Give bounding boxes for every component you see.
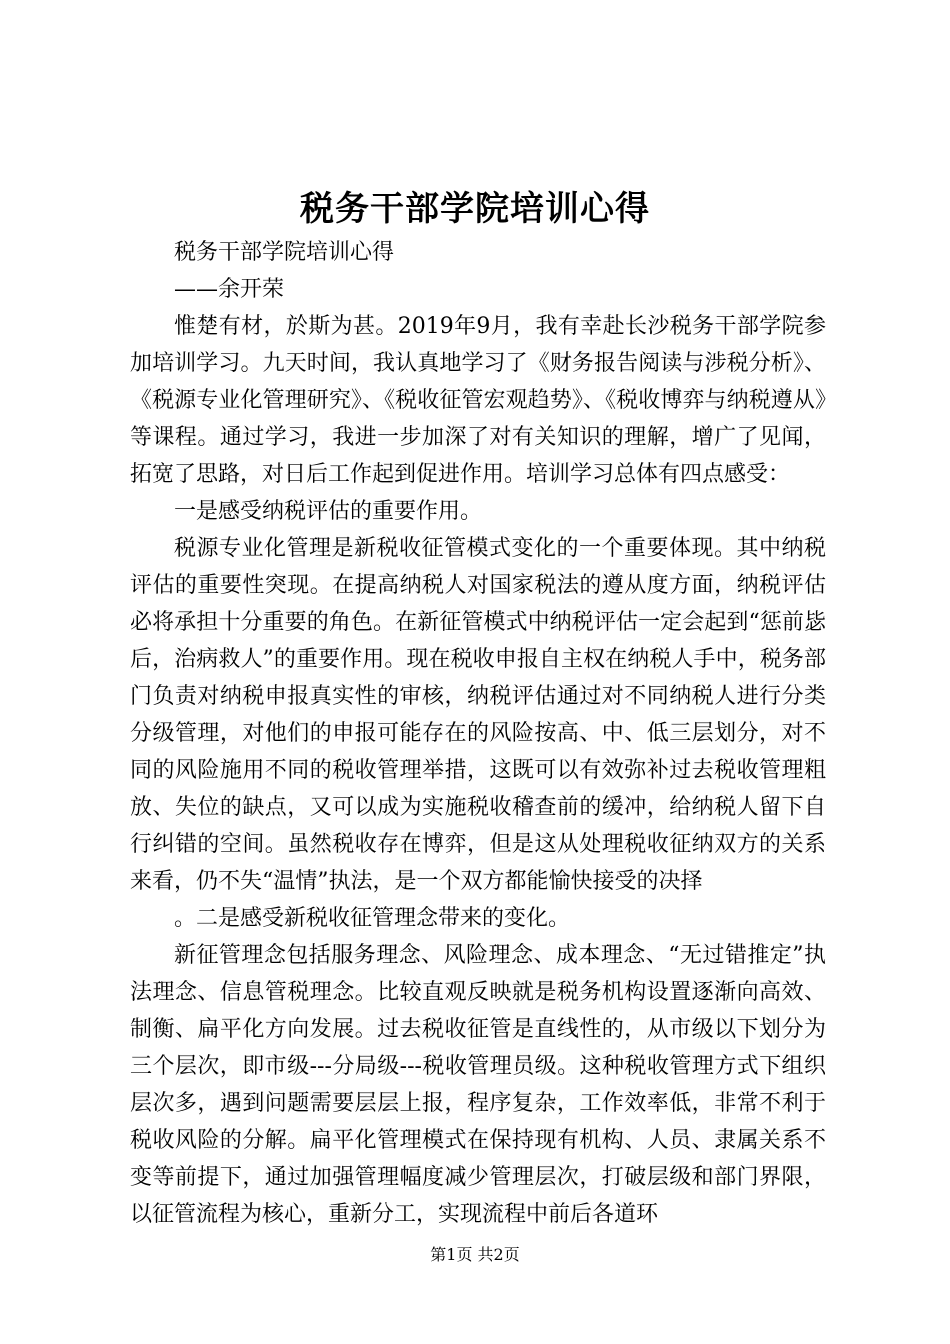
section-1-paragraph: 税源专业化管理是新税收征管模式变化的一个重要体现。其中纳税评估的重要性突现。在提高纳税人对国家税法的遵从度方面，纳税评估必将承担十分重要的角色。在新征管模式中纳税评估一定会起到“惩前毖后，治病救人”的重要作用。现在税收申报自主权在纳税人手中，税务部门负责对纳税申报真实性的审核，纳税评估通过对不同纳税人进行分类分级管理，对他们的申报可能存在的风险按高、中、低三层划分，对不同的风险施用不同的税收管理举措，这既可以有效弥补过去税收管理粗放、失位的缺点，又可以成为实施税收稽查前的缓冲，给纳税人留下自行纠错的空间。虽然税收存在博弈，但是这从处理税收征纳双方的关系来看，仍不失“温情”执法，是一个双方都能愉快接受的决择 bbox=[130, 536, 826, 894]
page-number-footer: 第1页 共2页 bbox=[430, 1245, 520, 1264]
document-title: 税务干部学院培训心得 bbox=[300, 189, 650, 229]
section-2-paragraph: 新征管理念包括服务理念、风险理念、成本理念、“无过错推定”执法理念、信息管税理念。比较直观反映就是税务机构设置逐渐向高效、制衡、扁平化方向发展。过去税收征管是直线性的，从市级以下划分为三个层次，即市级---分局级---税收管理员级。这种税收管理方式下组织层次多，遇到问题需要层层上报，程序复杂，工作效率低，非常不利于税收风险的分解。扁平化管理模式在保持现有机构、人员、隶属关系不变等前提下，通过加强管理幅度减少管理层次，打破层级和部门界限，以征管流程为核心，重新分工，实现流程中前后各道环 bbox=[130, 943, 826, 1227]
intro-paragraph: 惟楚有材，於斯为甚。2019年9月，我有幸赴长沙税务干部学院参加培训学习。九天时间，我认真地学习了《财务报告阅读与涉税分析》、《税源专业化管理研究》、《税收征管宏观趋势》、《税收博弈与纳税遵从》等课程。通过学习，我进一步加深了对有关知识的理解，增广了见闻，拓宽了思路，对日后工作起到促进作用。培训学习总体有四点感受： bbox=[130, 314, 826, 487]
document-body bbox=[130, 234, 826, 1233]
author-line: ——余开荣 bbox=[174, 277, 285, 302]
section-heading-2: 。二是感受新税收征管理念带来的变化。 bbox=[174, 906, 571, 931]
subtitle-paragraph: 税务干部学院培训心得 bbox=[174, 240, 395, 265]
section-heading-1: 一是感受纳税评估的重要作用。 bbox=[174, 499, 483, 524]
